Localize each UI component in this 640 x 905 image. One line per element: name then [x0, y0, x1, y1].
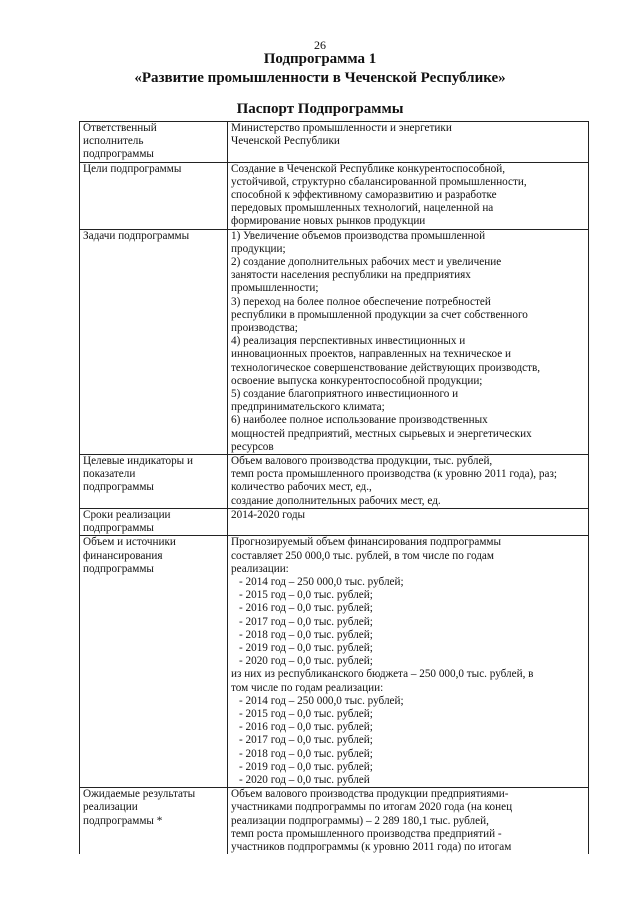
label-line: финансирования [83, 549, 163, 562]
label-line: реализации [83, 801, 138, 814]
value-line: из них из республиканского бюджета – 250 000,0 тыс. рублей, в [231, 668, 534, 681]
value-line: 5) создание благоприятного инвестиционного и [231, 388, 459, 401]
label-line: подпрограммы [83, 522, 154, 535]
row-value [228, 162, 589, 229]
value-line: Объем валового производства продукции предприятиями- [231, 788, 509, 801]
passport-heading: Паспорт Подпрограммы [236, 101, 404, 117]
label-line: подпрограммы [83, 481, 154, 494]
value-line: передовых промышленных технологий, нацеленной на [231, 202, 494, 215]
value-line: - 2017 год – 0,0 тыс. рублей; [239, 615, 373, 628]
value-line: - 2016 год – 0,0 тыс. рублей; [239, 602, 373, 615]
label-line: Ответственный [83, 122, 157, 134]
value-line: Министерство промышленности и энергетики [231, 122, 452, 134]
value-line: - 2020 год – 0,0 тыс. рублей; [239, 655, 373, 668]
value-line: - 2014 год – 250 000,0 тыс. рублей; [239, 694, 404, 707]
value-line: технологическое совершенствование действующих производств, [231, 361, 541, 374]
value-line: ресурсов [231, 440, 274, 453]
value-line: продукции; [231, 242, 286, 255]
row-value [228, 508, 589, 535]
row-label [80, 122, 228, 163]
value-line: Чеченской Республики [231, 135, 340, 148]
value-line: - 2020 год – 0,0 тыс. рублей [239, 773, 370, 786]
value-line: инновационных проектов, направленных на техническое и [231, 348, 512, 361]
value-line: составляет 250 000,0 тыс. рублей, в том числе по годам [231, 549, 494, 562]
value-line: - 2018 год – 0,0 тыс. рублей; [239, 628, 373, 641]
row-value [228, 536, 589, 788]
value-line: занятости населения республики на предприятиях [231, 269, 471, 282]
value-line: Создание в Чеченской Республике конкурентоспособной, [231, 162, 506, 175]
value-line: мощностей предприятий, местных сырьевых и энергетических [231, 427, 532, 440]
value-line: темп роста промышленного производства предприятий - [231, 827, 502, 840]
passport-row-target-indicators [80, 455, 589, 509]
row-label [80, 788, 228, 855]
value-line: Объем валового производства продукции, тыс. рублей, [231, 455, 493, 468]
label-line: Задачи подпрограммы [83, 229, 190, 242]
passport-row-implementation-period [80, 508, 589, 535]
value-line: устойчивой, структурно сбалансированной промышленности, [231, 175, 527, 188]
value-line: 1) Увеличение объемов производства промышленной [231, 229, 486, 242]
value-line: - 2017 год – 0,0 тыс. рублей; [239, 734, 373, 747]
label-line: показатели [83, 468, 136, 481]
value-line: участниками подпрограммы по итогам 2020 года (на конец [231, 801, 513, 814]
value-line: - 2019 год – 0,0 тыс. рублей; [239, 760, 373, 773]
subprogram-title: Подпрограмма 1 [263, 51, 377, 67]
value-line: формирование новых рынков продукции [231, 215, 426, 228]
value-line: способной к эффективному саморазвитию и разработке [231, 189, 497, 202]
label-line: Объем и источники [83, 536, 176, 549]
row-value [228, 122, 589, 163]
passport-row-funding [80, 536, 589, 788]
value-line: 2014-2020 годы [231, 508, 306, 521]
value-line: - 2019 год – 0,0 тыс. рублей; [239, 641, 373, 654]
value-line: - 2015 год – 0,0 тыс. рублей; [239, 589, 373, 602]
row-value [228, 788, 589, 855]
value-line: - 2018 год – 0,0 тыс. рублей; [239, 747, 373, 760]
value-line: 2) создание дополнительных рабочих мест и увеличение [231, 256, 502, 269]
passport-row-expected-results [80, 788, 589, 855]
subprogram-subtitle: «Развитие промышленности в Чеченской Республике» [134, 70, 506, 86]
value-line: производства; [231, 322, 298, 335]
page-number: 26 [314, 38, 326, 52]
label-line: Цели подпрограммы [83, 162, 182, 175]
value-line: предпринимательского климата; [231, 401, 385, 414]
value-line: Прогнозируемый объем финансирования подпрограммы [231, 536, 501, 549]
label-line: подпрограммы * [83, 814, 163, 827]
value-line: - 2014 год – 250 000,0 тыс. рублей; [239, 575, 404, 588]
value-line: 3) переход на более полное обеспечение потребностей [231, 295, 491, 308]
row-label [80, 229, 228, 454]
value-line: темп роста промышленного производства (к уровню 2011 года), раз; [231, 468, 557, 481]
label-line: исполнитель [83, 135, 144, 148]
value-line: 4) реализация перспективных инвестиционных и [231, 335, 466, 348]
label-line: Ожидаемые результаты [83, 788, 196, 801]
value-line: том числе по годам реализации: [231, 681, 384, 694]
label-line: Сроки реализации [83, 508, 171, 521]
label-line: Целевые индикаторы и [83, 455, 193, 468]
value-line: освоение выпуска конкурентоспособной продукции; [231, 374, 483, 387]
row-value [228, 455, 589, 509]
value-line: 6) наиболее полное использование производственных [231, 414, 488, 427]
label-line: подпрограммы [83, 148, 154, 161]
passport-row-tasks [80, 229, 589, 454]
value-line: республики в промышленной продукции за счет собственного [231, 308, 528, 321]
value-line: количество рабочих мест, ед., [231, 481, 372, 494]
row-label [80, 536, 228, 788]
value-line: промышленности; [231, 282, 319, 295]
value-line: - 2015 год – 0,0 тыс. рублей; [239, 707, 373, 720]
passport-row-responsible-executor [80, 122, 589, 163]
row-label [80, 508, 228, 535]
value-line: реализации: [231, 562, 289, 575]
row-label [80, 455, 228, 509]
row-value [228, 229, 589, 454]
value-line: - 2016 год – 0,0 тыс. рублей; [239, 721, 373, 734]
passport-table [79, 121, 589, 854]
label-line: подпрограммы [83, 562, 154, 575]
value-line: создание дополнительных рабочих мест, ед. [231, 494, 441, 507]
row-label [80, 162, 228, 229]
value-line: участников подпрограммы (к уровню 2011 года) по итогам [231, 840, 512, 853]
passport-row-goals [80, 162, 589, 229]
value-line: реализации подпрограммы) – 2 289 180,1 тыс. рублей, [231, 814, 489, 827]
